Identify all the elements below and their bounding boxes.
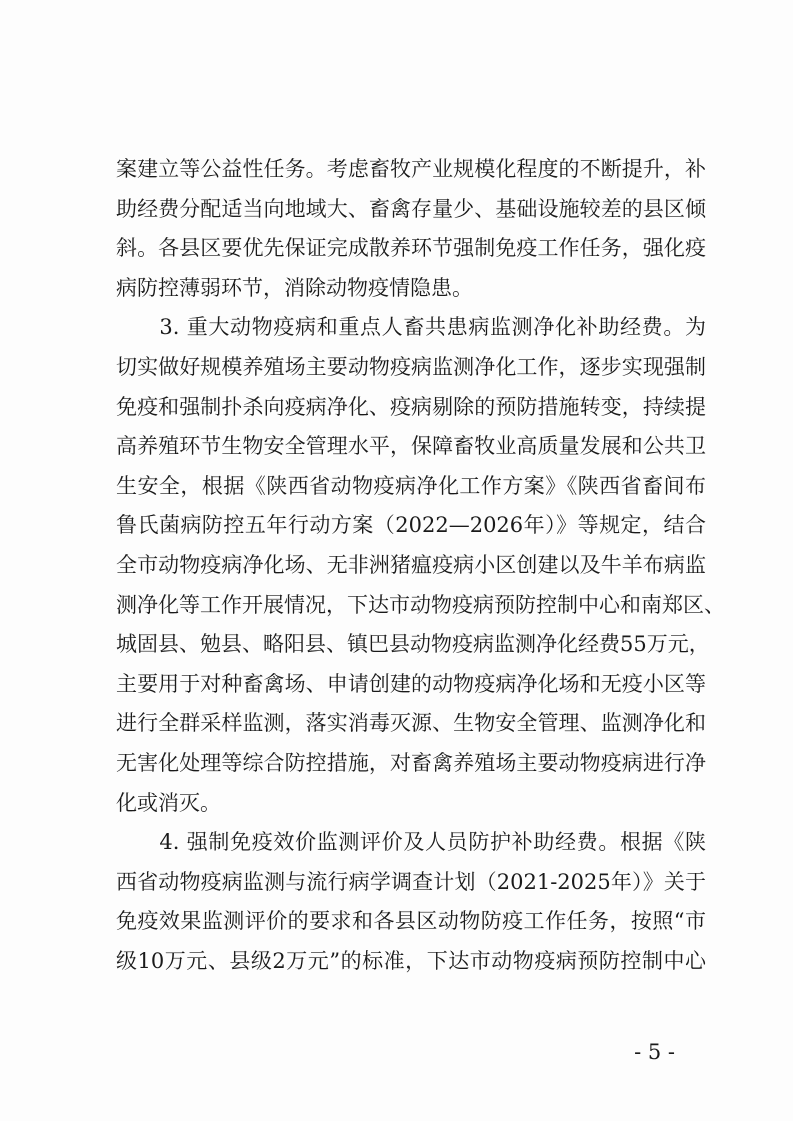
text-line: 斜。各县区要优先保证完成散养环节强制免疫工作任务，强化疫 — [116, 236, 706, 261]
paragraph-subsidy-allocation — [116, 150, 706, 308]
text-line: 免疫效果监测评价的要求和各县区动物防疫工作任务，按照“市 — [116, 909, 706, 934]
text-line: 城固县、勉县、略阳县、镇巴县动物疫病监测净化经费55万元， — [116, 632, 710, 657]
page-number: - 5 - — [634, 1040, 675, 1064]
text-line: 测净化等工作开展情况，下达市动物疫病预防控制中心和南郑区、 — [116, 592, 725, 617]
paragraph-immunity-evaluation — [116, 823, 706, 981]
text-line: 级10万元、县级2万元”的标准，下达市动物疫病预防控制中心 — [116, 948, 706, 973]
text-line: 生安全，根据《陕西省动物疫病净化工作方案》《陕西省畜间布 — [116, 473, 706, 498]
body-text — [116, 150, 725, 981]
text-line: 主要用于对种畜禽场、申请创建的动物疫病净化场和无疫小区等 — [116, 671, 706, 696]
text-line: 高养殖环节生物安全管理水平，保障畜牧业高质量发展和公共卫 — [116, 434, 706, 459]
text-line: 案建立等公益性任务。考虑畜牧产业规模化程度的不断提升，补 — [116, 157, 706, 181]
text-line: 化或消灭。 — [116, 790, 221, 815]
text-line: 进行全群采样监测，落实消毒灭源、生物安全管理、监测净化和 — [116, 711, 706, 736]
text-line: 全市动物疫病净化场、无非洲猪瘟疫病小区创建以及牛羊布病监 — [116, 552, 706, 577]
text-line: 切实做好规模养殖场主要动物疫病监测净化工作，逐步实现强制 — [116, 354, 706, 379]
text-line: 3. 重大动物疫病和重点人畜共患病监测净化补助经费。为 — [116, 315, 706, 340]
paragraph-monitoring-purification — [116, 308, 725, 823]
text-line: 无害化处理等综合防控措施，对畜禽养殖场主要动物疫病进行净 — [116, 750, 706, 775]
text-line: 西省动物疫病监测与流行病学调查计划（2021-2025年）》关于 — [116, 869, 706, 894]
text-line: 免疫和强制扑杀向疫病净化、疫病剔除的预防措施转变，持续提 — [116, 394, 706, 419]
text-line: 鲁氏菌病防控五年行动方案（2022—2026年）》等规定，结合 — [116, 513, 706, 538]
text-line: 助经费分配适当向地域大、畜禽存量少、基础设施较差的县区倾 — [116, 196, 706, 221]
text-line: 病防控薄弱环节，消除动物疫情隐患。 — [116, 275, 473, 300]
text-line: 4. 强制免疫效价监测评价及人员防护补助经费。根据《陕 — [116, 830, 706, 855]
